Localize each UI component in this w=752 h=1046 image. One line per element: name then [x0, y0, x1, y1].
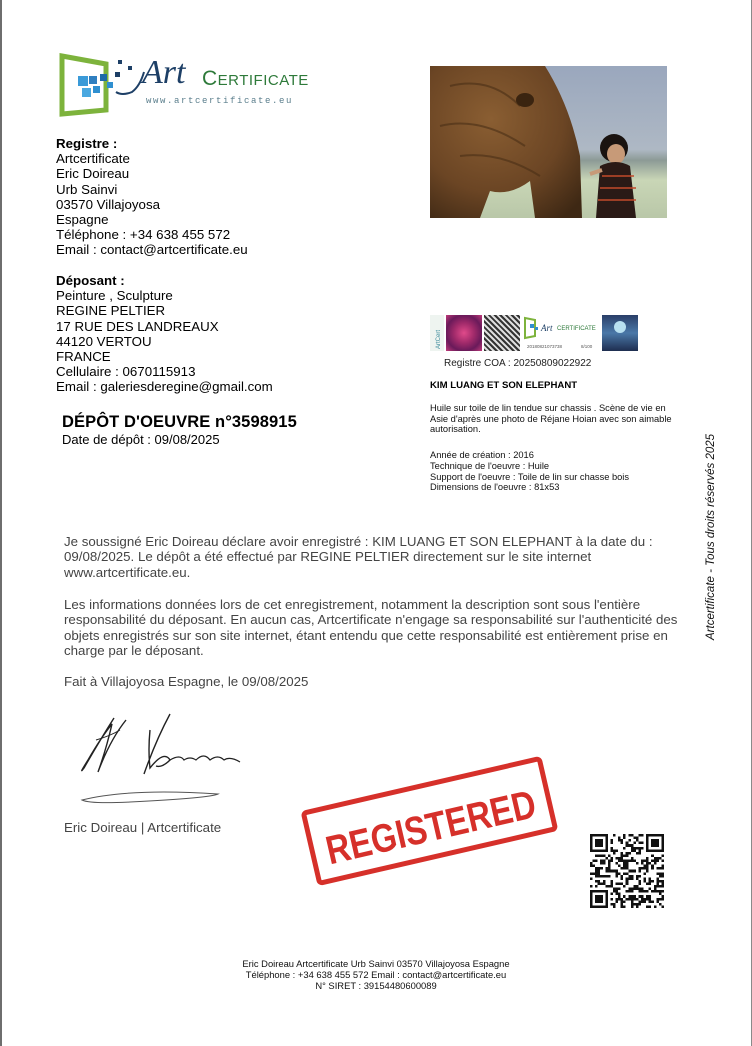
- declaration-paragraph: Je soussigné Eric Doireau déclare avoir enregistré : KIM LUANG ET SON ELEPHANT à la date du : 09/08/2025. Le dépôt a été effectué par REGINE PELTIER directement sur le site internet www.artcertificate.eu.: [64, 534, 653, 580]
- deposant-heading: Déposant :: [56, 273, 125, 288]
- coa-hologram-thumbnail-icon: [602, 315, 638, 351]
- stamp-text: REGISTERED: [321, 771, 586, 874]
- artwork-meta: [430, 450, 629, 493]
- logo-url: www.artcertificate.eu: [146, 96, 294, 106]
- copyright-side-note: Artcertificate - Tous droits réservés 2025: [705, 433, 717, 640]
- deposant-phone: Cellulaire : 0670115913: [56, 364, 196, 380]
- registre-line: Espagne: [56, 212, 109, 228]
- logo-art-text: Art: [142, 54, 186, 91]
- qr-code-icon: [590, 834, 664, 908]
- signature: [70, 710, 250, 810]
- deposit-date: Date de dépôt : 09/08/2025: [62, 432, 220, 447]
- signatory-name: Eric Doireau | Artcertificate: [64, 820, 222, 835]
- coa-serial: 20180821073738: [527, 344, 563, 349]
- disclaimer-paragraph: Les informations données lors de cet enregistrement, notamment la description sont sous l'entière responsabilité du déposant. En aucun cas, Artcertificate n'engage sa responsabilité sur l'authenticité des objets enregistrés sur son site internet, étant entendu que cette responsabilité est entièrement prise en charge par le déposant.: [64, 597, 678, 659]
- artwork-description: Huile sur toile de lin tendue sur chassis . Scène de vie en Asie d'après une photo de Réjane Hoian avec son aimable autorisation.: [430, 403, 672, 435]
- registre-coa: Registre COA : 20250809022922: [444, 358, 592, 369]
- registre-heading: Registre :: [56, 136, 118, 151]
- coa-side-logo-icon: [430, 315, 444, 351]
- registre-phone: Téléphone : +34 638 455 572: [56, 227, 231, 243]
- page-left-edge: [0, 0, 2, 1046]
- artwork-image: [430, 66, 667, 218]
- footer-contact: Téléphone : +34 638 455 572 Email : contact@artcertificate.eu: [245, 969, 507, 981]
- registre-line: 03570 Villajoyosa: [56, 196, 160, 212]
- qr-code[interactable]: [590, 834, 664, 908]
- registre-line: Urb Sainvi: [56, 181, 118, 197]
- artcertificate-logo: [60, 52, 320, 116]
- registre-line: Eric Doireau: [56, 166, 130, 182]
- registered-stamp: [300, 745, 586, 893]
- deposant-line: Peinture , Sculpture: [56, 288, 173, 304]
- place-date: Fait à Villajoyosa Espagne, le 09/08/2025: [64, 674, 309, 689]
- coa-qr-thumbnail-icon: [484, 315, 520, 351]
- svg-text:CERTIFICATE: CERTIFICATE: [557, 326, 596, 332]
- registre-block: [56, 136, 248, 258]
- deposant-line: FRANCE: [56, 349, 111, 365]
- signature-icon: [70, 710, 250, 810]
- artwork-title: KIM LUANG ET SON ELEPHANT: [430, 380, 578, 391]
- logo-certificate-text: Certificate: [202, 67, 309, 90]
- artwork-technique: Technique de l'oeuvre : Huile: [430, 460, 550, 471]
- registre-line: Artcertificate: [56, 151, 130, 167]
- artwork-dimensions: Dimensions de l'oeuvre : 81x53: [430, 482, 560, 493]
- artwork-support: Support de l'oeuvre : Toile de lin sur chasse bois: [430, 471, 630, 482]
- artwork-year: Année de création : 2016: [430, 450, 534, 460]
- footer-address: Eric Doireau Artcertificate Urb Sainvi 03570 Villajoyosa Espagne: [242, 958, 510, 969]
- coa-image-strip: [430, 315, 640, 351]
- deposant-line: REGINE PELTIER: [56, 303, 166, 319]
- svg-text:ArtCert: ArtCert: [436, 329, 442, 349]
- footer: [0, 958, 752, 992]
- coa-logo-thumbnail: [523, 315, 599, 351]
- coa-pattern-thumbnail-icon: [446, 315, 482, 351]
- registre-email: Email : contact@artcertificate.eu: [56, 242, 248, 258]
- deposant-line: 44120 VERTOU: [56, 333, 152, 349]
- svg-text:Art: Art: [541, 323, 553, 333]
- deposant-line: 17 RUE DES LANDREAUX: [56, 318, 219, 334]
- deposant-email: Email : galeriesderegine@gmail.com: [56, 379, 273, 395]
- footer-siret: N° SIRET : 39154480600089: [315, 980, 437, 992]
- deposant-block: [56, 273, 273, 395]
- coa-edition: 8/100: [581, 344, 593, 349]
- registered-stamp-icon: [300, 745, 586, 893]
- deposit-title: DÉPÔT D'OEUVRE n°3598915: [62, 413, 297, 431]
- painting-elephant-girl-icon: [430, 66, 667, 218]
